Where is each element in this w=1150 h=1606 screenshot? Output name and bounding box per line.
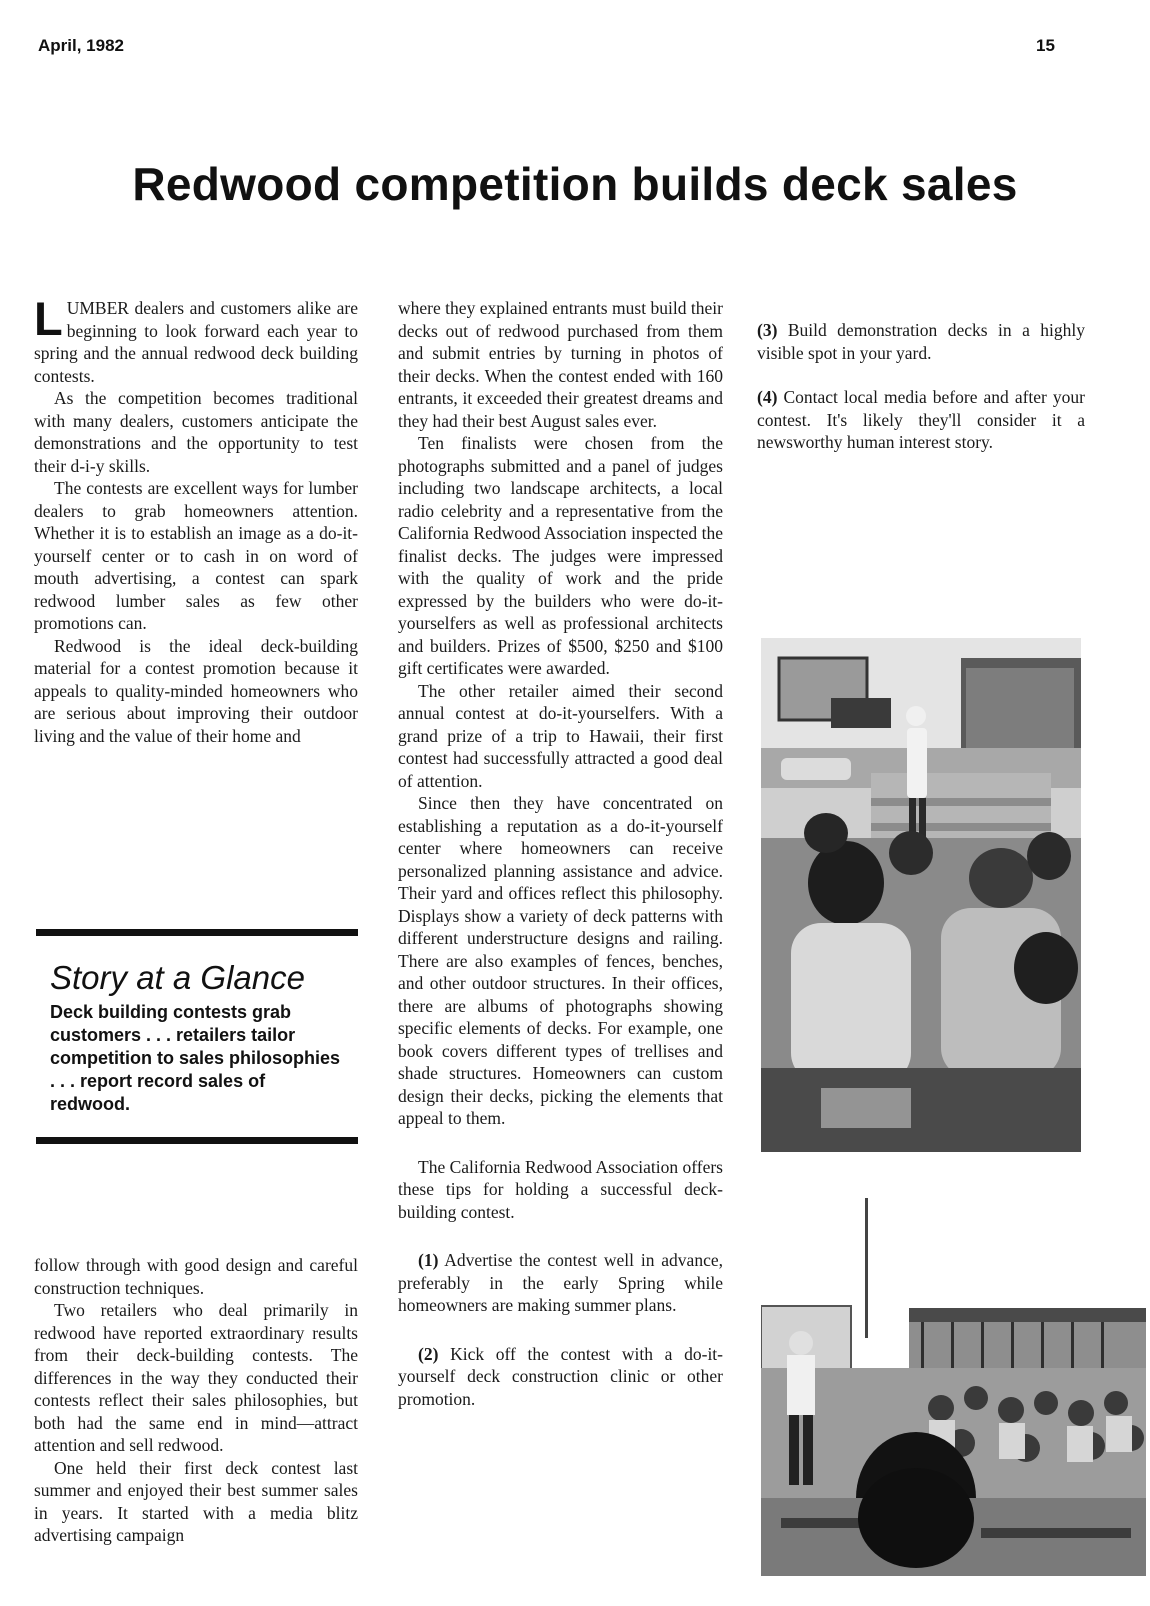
paragraph: follow through with good design and careful construction techniques. bbox=[34, 1255, 358, 1298]
paragraph: Redwood is the ideal deck-building material for a contest promotion because it appeals to quality-minded homeowners who are serious about improving their outdoor living and the value of their home and bbox=[34, 635, 358, 746]
sidebar-title: Story at a Glance bbox=[50, 959, 305, 996]
paragraph: Since then they have concentrated on establishing a reputation as a do-it-yourself center where homeowners can receive personalized planning assistance and advice. Their yard and offices reflect this philosophy. Displays show a variety of deck patterns with different understructure designs and railing. There are also examples of fences, benches, and other outdoor structures. In their offices, there are albums of photographs showing specific elements of decks. For example, one book covers different types of trellises and shade structures. Homeowners can custom design their decks, picking the elements that appeal to them. bbox=[398, 793, 723, 1128]
sidebar-body: Deck building contests grab customers . . . retailers tailor competition to sales philosophies . . . report record sales of redwood. bbox=[50, 1002, 341, 1114]
column-middle bbox=[398, 297, 723, 1410]
header-date: April, 1982 bbox=[38, 36, 124, 55]
article-title: Redwood competition builds deck sales bbox=[132, 158, 1018, 210]
drop-cap: L bbox=[34, 292, 63, 345]
paragraph: Two retailers who deal primarily in redwood have reported extraordinary results from their deck-building contests. The differences in the way they conducted their contests reflect their sales philosophies, but both had the same end in mind—attract attention and sell redwood. bbox=[34, 1300, 358, 1455]
paragraph: Ten finalists were chosen from the photographs submitted and a panel of judges including two landscape architects, a local radio celebrity and a representative from the California Redwood Association inspected the finalist decks. The judges were impressed with the quality of work and the pride expressed by the builders who were do-it-yourselfers as well as professional architects and builders. Prizes of $500, $250 and $100 gift certificates were awarded. bbox=[398, 433, 723, 678]
tip-item: (2) Kick off the contest with a do-it-yourself deck construction clinic or other promotion. bbox=[398, 1343, 723, 1409]
tip-item: (4) Contact local media before and after your contest. It's likely they'll consider it a newsworthy human interest story. bbox=[757, 387, 1085, 452]
paragraph: where they explained entrants must build their decks out of redwood purchased from them and submit entries by turning in photos of their decks. When the contest ended with 160 entrants, it exceeded their greatest dreams and they had their best August sales ever. bbox=[398, 298, 723, 431]
paragraph: One held their first deck contest last summer and enjoyed their best summer sales in years. It started with a media blitz advertising campaign bbox=[34, 1457, 358, 1545]
photo-contest-crowd bbox=[761, 1198, 1146, 1576]
tip-item: (1) Advertise the contest well in advance, preferably in the early Spring while homeowners are making summer plans. bbox=[398, 1250, 723, 1315]
paragraph: As the competition becomes traditional with many dealers, customers anticipate the demonstrations and the opportunity to test their d-i-y skills. bbox=[34, 388, 358, 476]
paragraph: The other retailer aimed their second annual contest at do-it-yourselfers. With a grand prize of a trip to Hawaii, their first contest had successfully attracted a good deal of attention. bbox=[398, 680, 723, 791]
tip-item: (3) Build demonstration decks in a highly visible spot in your yard. bbox=[757, 320, 1085, 363]
column-left-bottom bbox=[34, 1254, 358, 1547]
paragraph: LUMBER dealers and customers alike are beginning to look forward each year to spring and the annual redwood deck building contests. bbox=[34, 292, 358, 386]
paragraph: The contests are excellent ways for lumber dealers to grab homeowners attention. Whether it is to establish an image as a do-it-yourself center or to cash in on word of mouth advertising, a contest can spark redwood lumber sales as few other promotions can. bbox=[34, 478, 358, 633]
column-left-top bbox=[34, 292, 358, 747]
column-right bbox=[757, 297, 1085, 454]
photo-deck-demonstration bbox=[761, 638, 1081, 1152]
page-number: 15 bbox=[1036, 36, 1055, 55]
story-at-a-glance-box bbox=[36, 929, 358, 1144]
tips-intro: The California Redwood Association offers these tips for holding a successful deck-building contest. bbox=[398, 1156, 723, 1222]
